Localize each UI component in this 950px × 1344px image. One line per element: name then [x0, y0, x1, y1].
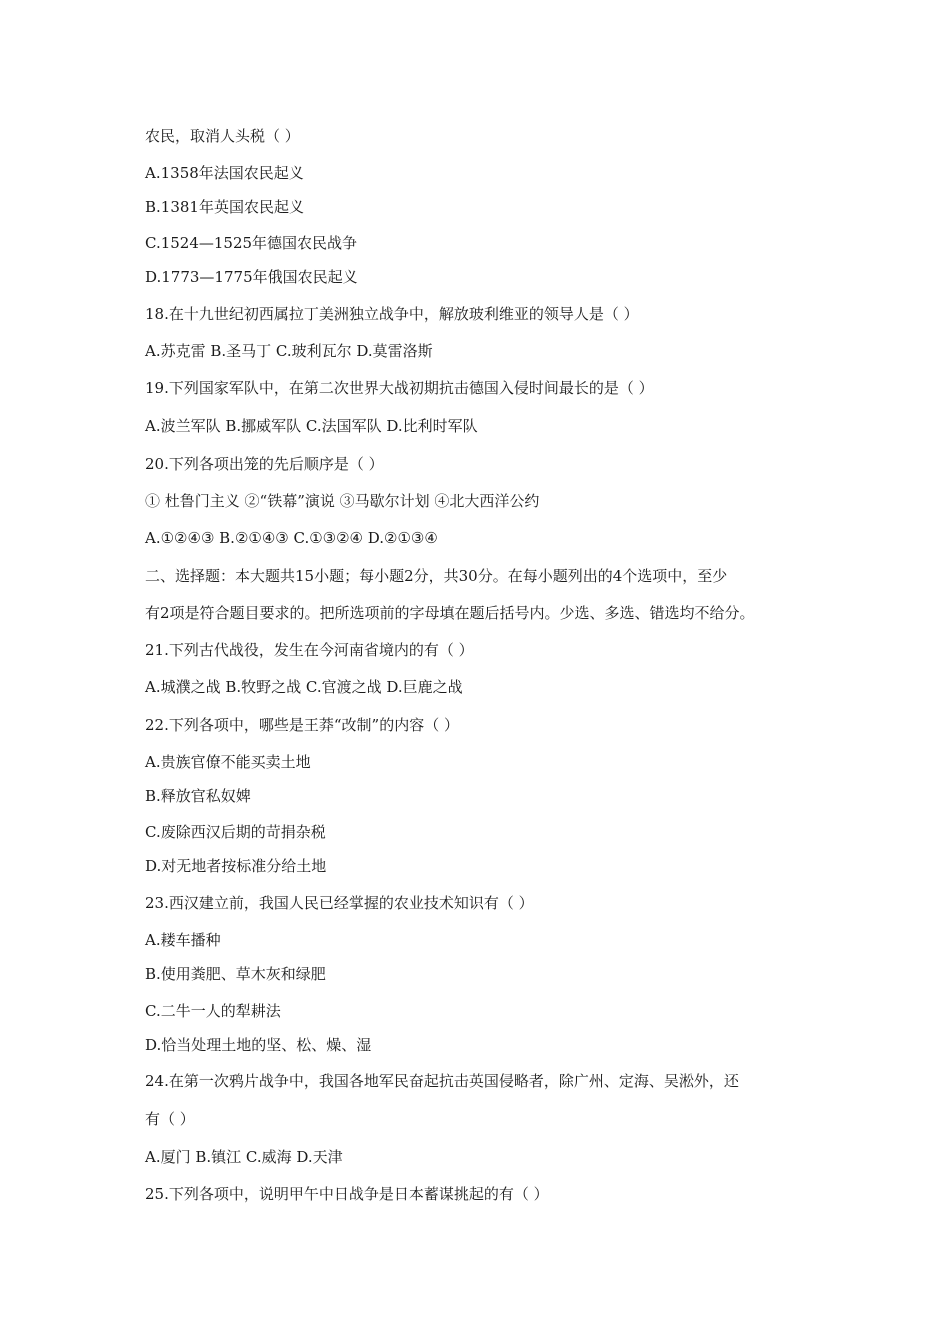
text-line: A.厦门 B.镇江 C.威海 D.天津: [145, 1148, 343, 1166]
text-line: 22.下列各项中，哪些是王莽“改制”的内容（ ）: [145, 716, 459, 734]
text-line: B.使用粪肥、草木灰和绿肥: [145, 965, 326, 983]
text-line: 18.在十九世纪初西属拉丁美洲独立战争中，解放玻利维亚的领导人是（ ）: [145, 305, 639, 323]
text-line: A.波兰军队 B.挪威军队 C.法国军队 D.比利时军队: [145, 417, 478, 435]
text-line: 19.下列国家军队中，在第二次世界大战初期抗击德国入侵时间最长的是（ ）: [145, 379, 654, 397]
text-line: B.1381年英国农民起义: [145, 198, 304, 216]
text-line: C.1524—1525年德国农民战争: [145, 234, 358, 252]
text-line: 二、选择题：本大题共15小题；每小题2分，共30分。在每小题列出的4个选项中，至少: [145, 567, 728, 585]
text-line: ① 杜鲁门主义 ②“铁幕”演说 ③马歇尔计划 ④北大西洋公约: [145, 492, 540, 510]
text-line: D.1773—1775年俄国农民起义: [145, 268, 358, 286]
text-line: 21.下列古代战役，发生在今河南省境内的有（ ）: [145, 641, 474, 659]
text-line: 24.在第一次鸦片战争中，我国各地军民奋起抗击英国侵略者，除广州、定海、吴淞外，还: [145, 1072, 739, 1090]
text-line: B.释放官私奴婢: [145, 787, 251, 805]
text-line: D.恰当处理土地的坚、松、燥、湿: [145, 1036, 372, 1054]
text-line: 有（ ）: [145, 1110, 195, 1128]
text-line: A.城濮之战 B.牧野之战 C.官渡之战 D.巨鹿之战: [145, 678, 463, 696]
text-line: A.1358年法国农民起义: [145, 164, 304, 182]
text-line: 23.西汉建立前，我国人民已经掌握的农业技术知识有（ ）: [145, 894, 534, 912]
text-line: C.废除西汉后期的苛捐杂税: [145, 823, 326, 841]
text-line: 20.下列各项出笼的先后顺序是（ ）: [145, 455, 384, 473]
text-line: A.耧车播种: [145, 931, 221, 949]
text-line: D.对无地者按标准分给土地: [145, 857, 327, 875]
text-line: A.①②④③ B.②①④③ C.①③②④ D.②①③④: [145, 529, 438, 547]
text-line: A.贵族官僚不能买卖土地: [145, 753, 311, 771]
text-line: 农民，取消人头税（ ）: [145, 127, 300, 145]
text-line: A.苏克雷 B.圣马丁 C.玻利瓦尔 D.莫雷洛斯: [145, 342, 433, 360]
text-line: 有2项是符合题目要求的。把所选项前的字母填在题后括号内。少选、多选、错选均不给分。: [145, 604, 755, 622]
text-line: 25.下列各项中，说明甲午中日战争是日本蓄谋挑起的有（ ）: [145, 1185, 549, 1203]
text-line: C.二牛一人的犁耕法: [145, 1002, 281, 1020]
